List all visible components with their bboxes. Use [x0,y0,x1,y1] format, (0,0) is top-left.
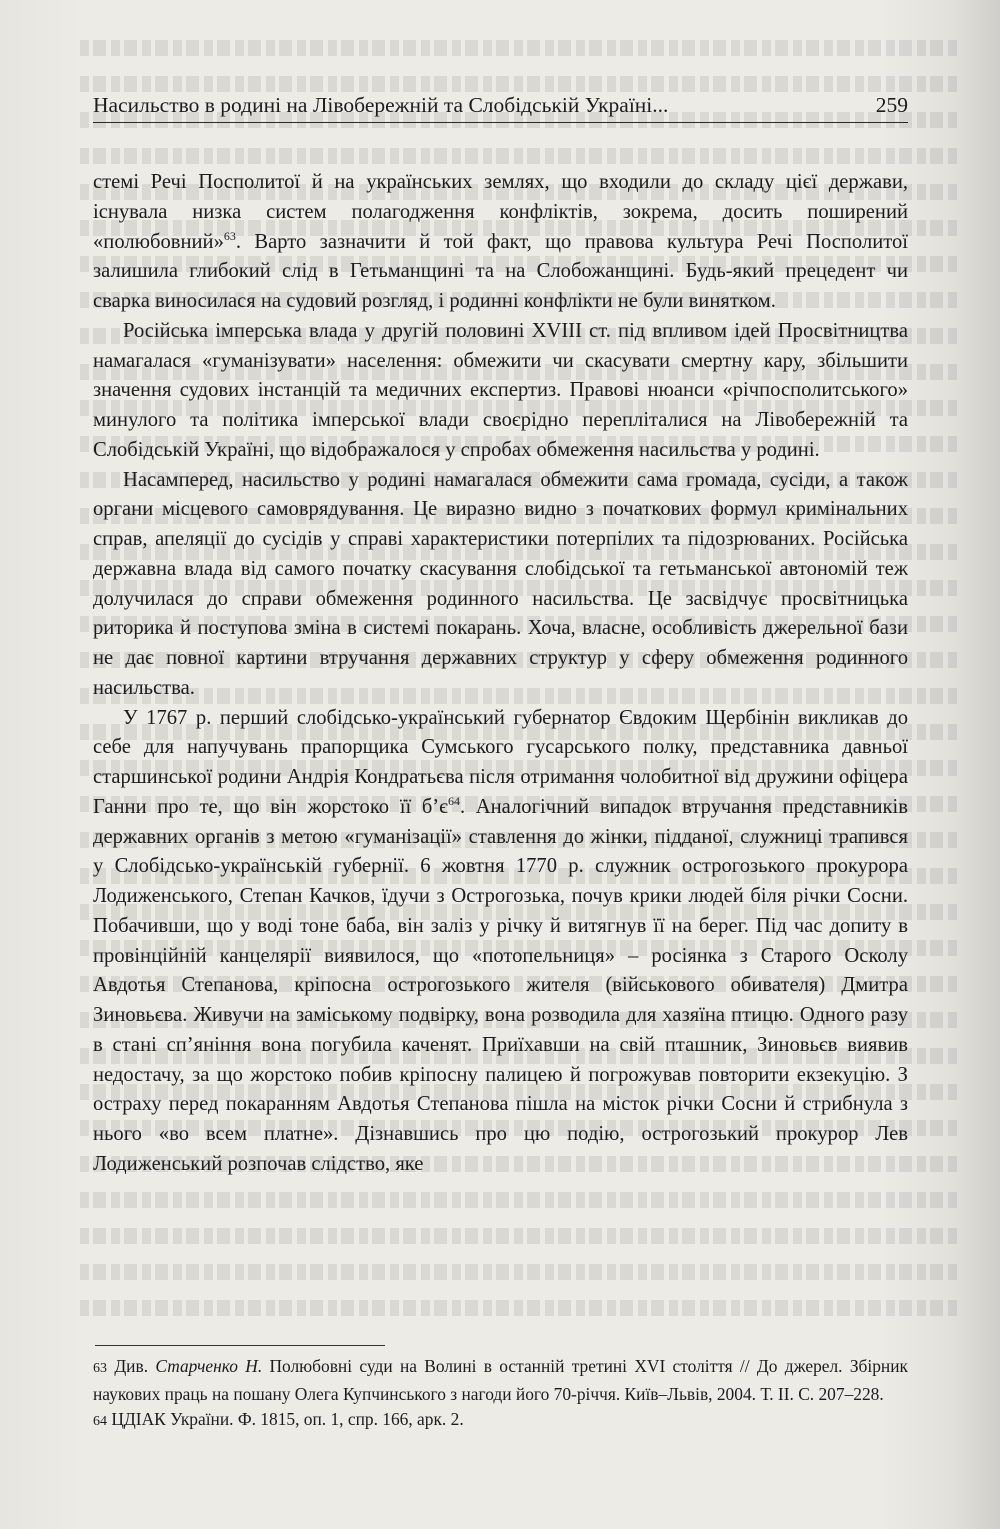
footnote: 64 ЦДІАК України. Ф. 1815, оп. 1, спр. 166, арк. 2. [93,1409,464,1429]
footnote-ref[interactable]: 64 [448,793,460,808]
paragraph: Російська імперська влада у другій половині XVIII ст. під впливом ідей Просвітництва намагалася «гуманізувати» населення: обмежити чи скасувати смертну кару, збільшити значення судових інстанцій та медичних експертиз. Правові нюанси «річпосполитського» минулого та політика імперської влади своєрідно перепліталися на Лівобережній та Слобідській Україні, що відображалося у спробах обмеження насильства у родині. [93,319,908,461]
footnote-ref[interactable]: 63 [223,228,236,243]
main-text [93,168,908,1180]
page-number: 259 [875,93,908,117]
running-header [93,90,908,123]
footnote-number: 63 [93,1361,107,1376]
footnote-divider [95,1345,385,1346]
footnote-number: 64 [93,1414,107,1429]
footnotes [93,1354,908,1435]
footnote-author: Старченко Н. [155,1356,263,1376]
running-title: Насильство в родині на Лівобережній та Слобідській Україні... [93,93,669,117]
paragraph: У 1767 р. перший слобідсько-український губернатор Євдоким Щербінін викликав до себе для напучувань прапорщика Сумського гусарського полку, представника давньої старшинської родини Андрія Кондратьєва після отримання чолобитної від дружини офіцера Ганни про те, що він жорстоко її $б’є^{64}$. Аналогічний випадок втручання представників державних органів з метою «гуманізації» ставлення до жінки, підданої, служниці трапився у Слобідсько-українській губернії. 6 жовтня 1770 р. служник острогозького прокурора Лодиженського, Степан Качков, їдучи з Острогозька, почув крики людей біля річки Сосни. Побачивши, що у воді тоне баба, він заліз у річку й витягнув її на берег. Під час допиту в провінційній канцелярії виявилося, що «потопельниця» – росіянка з Старого Осколу Авдотья Степанова, кріпосна острогозького жителя (військового обивателя) Дмитра Зиновьєва. Живучи на заміському подвірку, вона розводила для хазяїна птицю. Одного разу в стані сп’яніння вона погубила каченят. Приїхавши на свій пташник, Зиновьєв виявив недостачу, за що жорстоко побив кріпосну палицею й погрожував повторити екзекуцію. З остраху перед покаранням Авдотья Степанова пішла на місток річки Сосни й стрибнула з нього «во всем платне». Дізнавшись про цю подію, острогозький прокурор Лев Лодиженський розпочав слідство, яке [93,706,909,1175]
paragraph: Насамперед, насильство у родині намагалася обмежити сама громада, сусіди, а також органи місцевого самоврядування. Це виразно видно з початкових формул кримінальних справ, апеляції до сусідів у справі характеристики потерпілих та підозрюваних. Російська державна влада від самого початку скасування слобідської та гетьманської автономій теж долучилася до справи обмеження родинного насильства. Це засвідчує просвітницька риторика й поступова зміна в системі покарань. Хоча, власне, особливість джерельної бази не дає повної картини втручання державних структур у сферу обмеження родинного насильства. [93,468,908,699]
paragraph: стемі Речі Посполитої й на українських землях, що входили до складу цієї держави, існувала низка систем полагодження конфліктів, зокрема, досить поширений «полюбовний»$^{63}$. Варто зазначити й той факт, що правова культура Речі Посполитої залишила глибокий слід в Гетьманщині та на Слобожанщині. Будь-який прецедент чи сварка виносилася на судовий розгляд, і родинні конфлікти не були винятком. [93,171,908,312]
footnote: 63 Див. Старченко Н. Полюбовні суди на Волині в останній третині XVI століття // До джерел. Збірник наукових праць на пошану Олега Купчинського з нагоди його 70-річчя. Київ–Львів, 2004. Т. II. С. 207–228. [93,1356,908,1404]
